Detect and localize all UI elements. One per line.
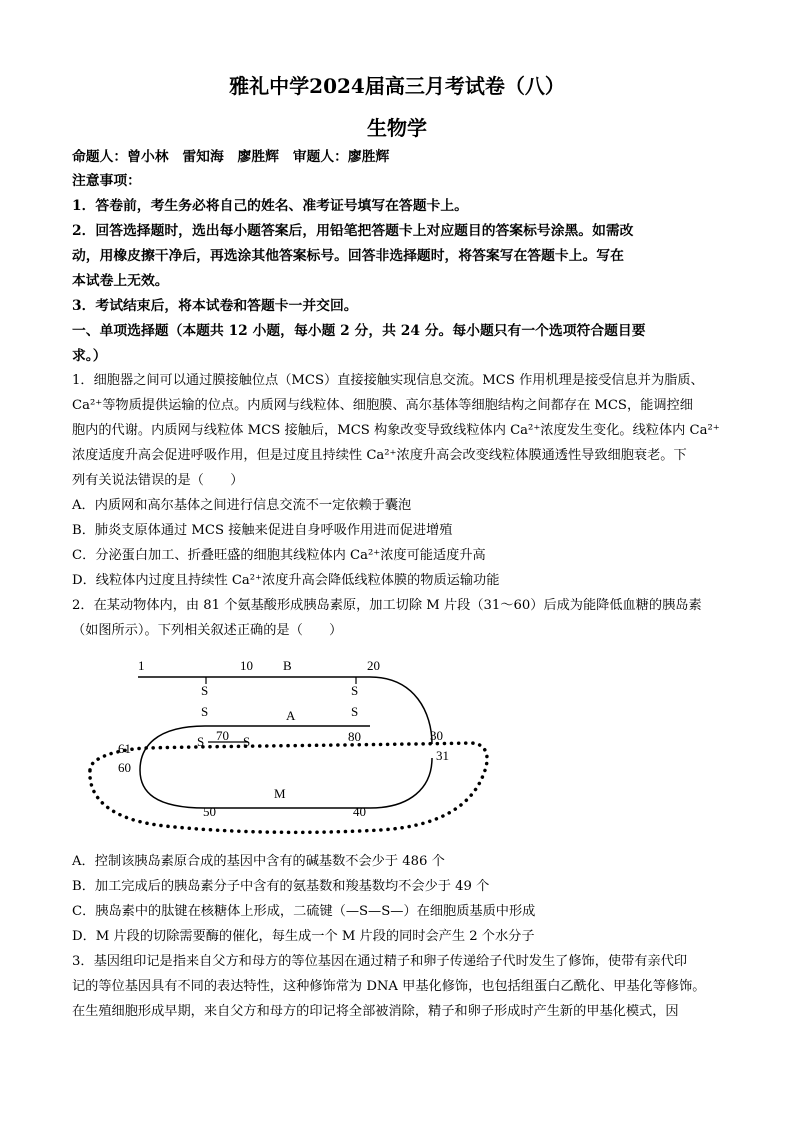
- label-20: 20: [367, 658, 380, 673]
- proinsulin-diagram: [70, 648, 490, 843]
- exam-title: 雅礼中学2024届高三月考试卷（八）: [229, 74, 565, 98]
- label-b: B: [283, 658, 292, 673]
- m-segment-loop: [140, 726, 432, 808]
- label-s: S: [201, 704, 209, 719]
- authors-line: 命题人：曾小林 雷知海 廖胜辉 审题人：廖胜辉: [72, 149, 390, 165]
- section-heading: 求。）: [72, 348, 107, 364]
- note-item: 1．答卷前，考生务必将自己的姓名、准考证号填写在答题卡上。: [72, 198, 468, 214]
- label-70: 70: [216, 728, 229, 743]
- q1-option-d: D．线粒体内过度且持续性 Ca²⁺浓度升高会降低线粒体膜的物质运输功能: [72, 573, 500, 588]
- section-heading: 一、单项选择题（本题共 12 小题，每小题 2 分，共 24 分。每小题只有一个选项符合题目要: [72, 323, 646, 339]
- q1-stem-line: 1．细胞器之间可以通过膜接触位点（MCS）直接接触实现信息交流。MCS 作用机理是接受信息并为脂质、: [72, 373, 704, 388]
- label-61: 61: [118, 741, 131, 756]
- label-40: 40: [353, 804, 366, 819]
- label-50: 50: [203, 804, 216, 819]
- label-1: 1: [138, 658, 145, 673]
- label-s: S: [351, 683, 359, 698]
- label-80: 80: [348, 729, 361, 744]
- q1-option-b: B．肺炎支原体通过 MCS 接触来促进自身呼吸作用进而促进增殖: [72, 523, 453, 538]
- note-item: 本试卷上无效。: [72, 273, 169, 289]
- q1-option-a: A．内质网和高尔基体之间进行信息交流不一定依赖于囊泡: [72, 498, 412, 513]
- note-item: 2．回答选择题时，选出每小题答案后，用铅笔把答题卡上对应题目的答案标号涂黑。如需改: [72, 223, 634, 239]
- m-segment-cut-outline: [90, 743, 487, 832]
- q3-stem-line: 3．基因组印记是指来自父方和母方的等位基因在通过精子和卵子传递给子代时发生了修饰，使带有亲代印: [72, 954, 688, 969]
- label-a: A: [286, 708, 296, 723]
- label-m: M: [274, 786, 286, 801]
- q2-option-a: A．控制该胰岛素原合成的基因中含有的碱基数不会少于 486 个: [72, 854, 445, 869]
- q3-stem-line: 在生殖细胞形成早期，来自父方和母方的印记将全部被消除，精子和卵子形成时产生新的甲基化模式，因: [72, 1004, 679, 1019]
- q3-stem-line: 记的等位基因具有不同的表达特性，这种修饰常为 DNA 甲基化修饰，也包括组蛋白乙酰化、甲基化等修饰。: [72, 979, 706, 994]
- q2-option-b: B．加工完成后的胰岛素分子中含有的氨基数和羧基数均不会少于 49 个: [72, 879, 490, 894]
- q2-option-d: D．M 片段的切除需要酶的催化，每生成一个 M 片段的同时会产生 2 个水分子: [72, 929, 535, 944]
- q2-stem-line: （如图所示）。下列相关叙述正确的是（ ）: [72, 623, 343, 638]
- notes-heading: 注意事项：: [72, 173, 141, 189]
- q1-stem-line: 浓度适度升高会促进呼吸作用，但是过度且持续性 Ca²⁺浓度升高会改变线粒体膜通透性导致细胞衰老。下: [72, 448, 687, 463]
- q1-stem-line: Ca²⁺等物质提供运输的位点。内质网与线粒体、细胞膜、高尔基体等细胞结构之间都存在 MCS，能调控细: [72, 398, 693, 413]
- q1-stem-line: 列有关说法错误的是（ ）: [72, 473, 244, 488]
- note-item: 动，用橡皮擦干净后，再选涂其他答案标号。回答非选择题时，将答案写在答题卡上。写在: [72, 248, 624, 264]
- label-31: 31: [436, 748, 449, 763]
- label-10: 10: [240, 658, 253, 673]
- q1-option-c: C．分泌蛋白加工、折叠旺盛的细胞其线粒体内 Ca²⁺浓度可能适度升高: [72, 548, 486, 563]
- label-s: S: [201, 683, 209, 698]
- label-60: 60: [118, 760, 131, 775]
- q1-stem-line: 胞内的代谢。内质网与线粒体 MCS 接触后，MCS 构象改变导致线粒体内 Ca²⁺浓度发生变化。线粒体内 Ca²⁺: [72, 423, 720, 438]
- note-item: 3．考试结束后，将本试卷和答题卡一并交回。: [72, 298, 358, 314]
- b-chain-arc: [370, 677, 432, 744]
- subject-title: 生物学: [367, 116, 427, 140]
- label-s: S: [197, 734, 205, 749]
- q2-option-c: C．胰岛素中的肽键在核糖体上形成，二硫键（—S—S—）在细胞质基质中形成: [72, 904, 536, 919]
- q2-stem-line: 2．在某动物体内，由 81 个氨基酸形成胰岛素原，加工切除 M 片段（31～60）后成为能降低血糖的胰岛素: [72, 598, 702, 613]
- label-30: 30: [430, 728, 443, 743]
- label-s: S: [351, 704, 359, 719]
- label-s: S: [243, 734, 251, 749]
